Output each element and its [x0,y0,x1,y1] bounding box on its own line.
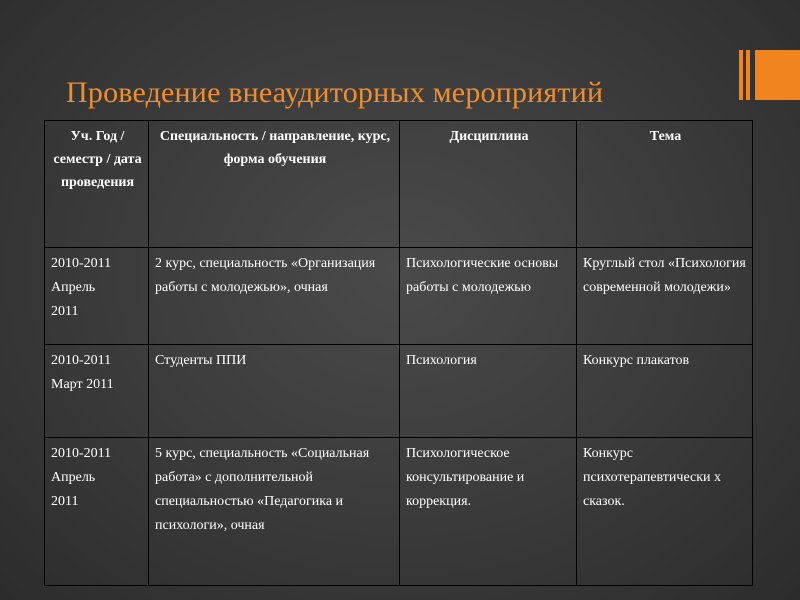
accent-square-decoration [755,50,800,100]
cell-date: 2010-2011 Апрель 2011 [45,438,149,586]
activities-table [44,120,753,586]
cell-specialty: 5 курс, специальность «Социальная работа» с дополнительной специальностью «Педагогика и психологи», очная [149,438,400,586]
table-row [45,438,753,586]
accent-bar-decoration [739,50,743,100]
table-row [45,248,753,345]
cell-discipline: Психологическое консультирование и коррекция. [400,438,577,586]
header-discipline: Дисциплина [400,121,577,248]
header-topic: Тема [577,121,753,248]
accent-bar-decoration [746,50,750,100]
header-specialty: Специальность / направление, курс, форма обучения [149,121,400,248]
cell-topic: Круглый стол «Психология современной молодежи» [577,248,753,345]
cell-topic: Конкурс психотерапевтически х сказок. [577,438,753,586]
cell-date: 2010-2011 Апрель 2011 [45,248,149,345]
cell-discipline: Психология [400,345,577,438]
header-date: Уч. Год / семестр / дата проведения [45,121,149,248]
cell-discipline: Психологические основы работы с молодежью [400,248,577,345]
cell-specialty: Студенты ППИ [149,345,400,438]
cell-topic: Конкурс плакатов [577,345,753,438]
table-header-row [45,121,753,248]
cell-date: 2010-2011 Март 2011 [45,345,149,438]
slide-title: Проведение внеаудиторных мероприятий [66,76,604,109]
cell-specialty: 2 курс, специальность «Организация работы с молодежью», очная [149,248,400,345]
table-row [45,345,753,438]
